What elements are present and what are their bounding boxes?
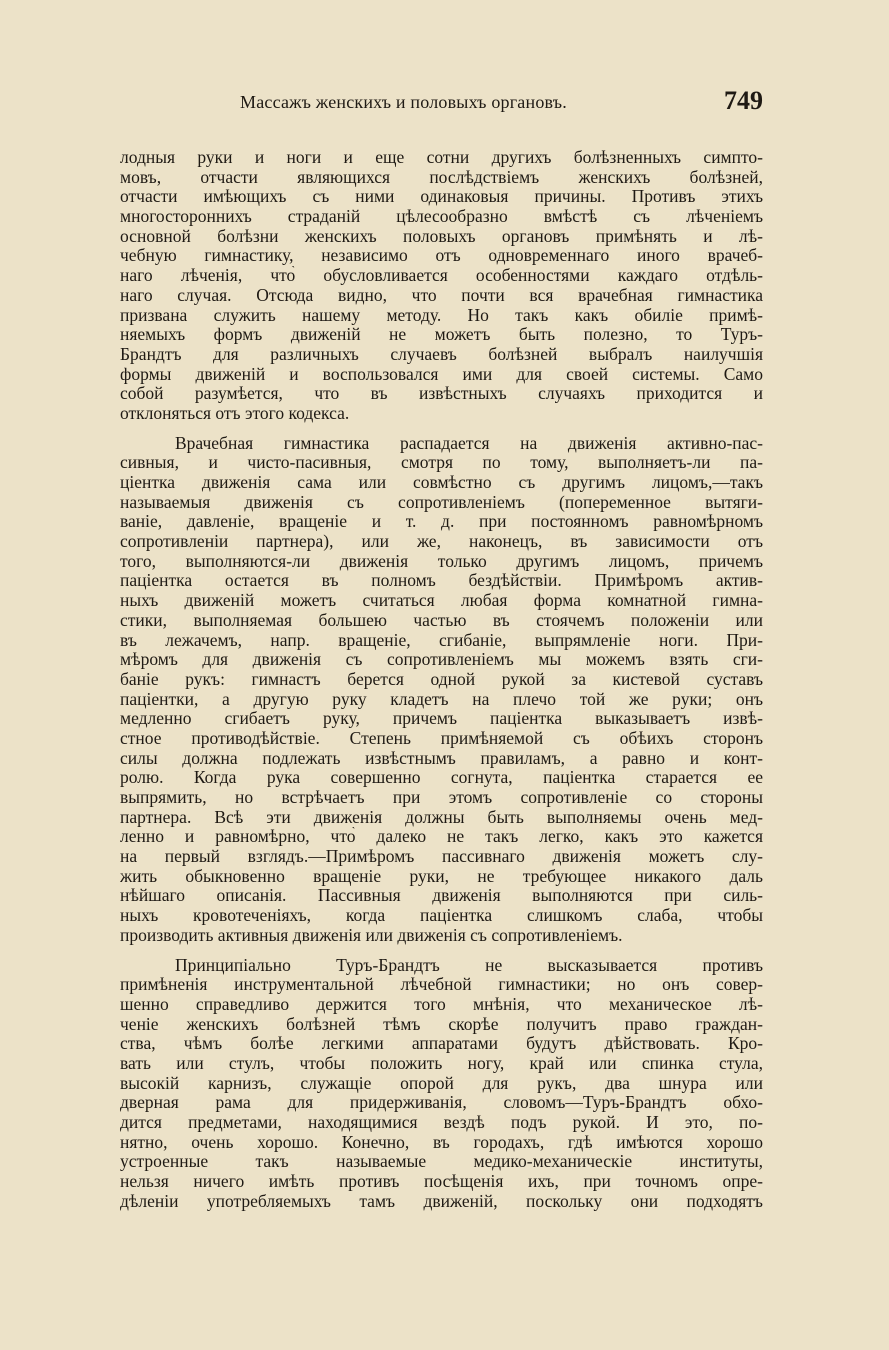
text-line: паціентка остается въ полномъ бездѣйствіи. Примѣромъ актив-: [120, 571, 763, 591]
text-line: шенно справедливо держится того мнѣнія, что механическое лѣ-: [120, 994, 763, 1014]
text-line: многостороннихъ страданій цѣлесообразно вмѣстѣ съ лѣченіемъ: [120, 207, 763, 227]
text-line: собой разумѣется, что въ извѣстныхъ случаяхъ приходится и: [120, 384, 763, 404]
page-number: 749: [724, 86, 763, 115]
text-line: устроенные такъ называемые медико-механическіе институты,: [120, 1152, 763, 1172]
text-line: ныхъ кровотеченіяхъ, когда паціентка слишкомъ слаба, чтобы: [120, 906, 763, 926]
text-line: дверная рама для придерживанія, словомъ—Туръ-Брандтъ обхо-: [120, 1093, 763, 1113]
text-line: стики, выполняемая большею частью въ стоячемъ положеніи или: [120, 610, 763, 630]
text-line: Брандтъ для различныхъ случаевъ болѣзней выбралъ наилучшія: [120, 344, 763, 364]
text-line: дѣленіи употребляемыхъ тамъ движеній, поскольку они подходятъ: [120, 1191, 763, 1211]
text-line: лодныя руки и ноги и еще сотни другихъ болѣзненныхъ симпто-: [120, 148, 763, 167]
text-line: Врачебная гимнастика распадается на движенія активно-пас-: [175, 433, 763, 453]
text-line: на первый взглядъ.—Примѣромъ пассивнаго движенія можетъ слу-: [120, 847, 763, 867]
text-line: основной болѣзни женскихъ половыхъ органовъ примѣнять и лѣ-: [120, 226, 763, 246]
text-line: ства, чѣмъ болѣе легкими аппаратами будутъ дѣйствовать. Кро-: [120, 1034, 763, 1054]
text-line: ченіе женскихъ болѣзней тѣмъ скорѣе получитъ право граждан-: [120, 1014, 763, 1034]
text-line: ленно и равномѣрно, что̀ далеко не такъ легко, какъ это кажется: [120, 827, 763, 847]
text-line: Принципіально Туръ-Брандтъ не высказывается противъ: [175, 955, 763, 975]
text-line: ныхъ движеній можетъ считаться любая форма комнатной гимна-: [120, 591, 763, 611]
paragraph-gap: [120, 424, 763, 434]
running-header: [120, 86, 763, 126]
text-line: призвана служить нашему методу. Но такъ какъ обиліе примѣ-: [120, 305, 763, 325]
text-line: стное противодѣйствіе. Степень примѣняемой съ обѣихъ сторонъ: [120, 728, 763, 748]
text-line: жить обыкновенно вращеніе руки, не требующее никакого даль: [120, 866, 763, 886]
text-line: формы движеній и воспользовался ими для своей системы. Само: [120, 364, 763, 384]
text-line: выпрямить, но встрѣчаетъ при этомъ сопротивленіе со стороны: [120, 788, 763, 807]
text-line: называемыя движенія съ сопротивленіемъ (попеременное вытяги-: [120, 492, 763, 512]
text-line: няемыхъ формъ движеній не можетъ быть полезно, то Туръ-: [120, 325, 763, 345]
text-line: ціентка движенія сама или совмѣстно съ другимъ лицомъ,—такъ: [120, 473, 763, 492]
text-line: мовъ, отчасти являющихся послѣдствіемъ женскихъ болѣзней,: [120, 167, 763, 187]
text-line: мѣромъ для движенія съ сопротивленіемъ мы можемъ взять сги-: [120, 650, 763, 670]
text-line: дится предметами, находящимися вездѣ подъ рукой. И это, по-: [120, 1113, 763, 1132]
text-line: въ лежачемъ, напр. вращеніе, сгибаніе, выпрямленіе ноги. При-: [120, 630, 763, 650]
paragraph: [120, 956, 763, 1212]
text-line: чебную гимнастику, независимо отъ одновременнаго иного врачеб-: [120, 246, 763, 266]
text-line: нельзя ничего имѣть противъ посѣщенія ихъ, при точномъ опре-: [120, 1172, 763, 1192]
text-line: наго случая. Отсюда видно, что почти вся врачебная гимнастика: [120, 285, 763, 305]
text-line: отчасти имѣющихъ съ ними одинаковыя причины. Противъ этихъ: [120, 187, 763, 207]
paragraph-gap: [120, 946, 763, 956]
text-line: вать или стулъ, чтобы положить ногу, край или спинка стула,: [120, 1053, 763, 1073]
text-line: баніе рукъ: гимнастъ берется одной рукой за кистевой суставъ: [120, 669, 763, 689]
text-line: производить активныя движенія или движенія съ сопротивленіемъ.: [120, 925, 623, 945]
text-line: паціентки, а другую руку кладетъ на плечо той же руки; онъ: [120, 689, 763, 709]
paragraph: [120, 434, 763, 946]
text-line: наго лѣченія, что̀ обусловливается особенностями каждаго отдѣль-: [120, 266, 763, 286]
text-line: высокій карнизъ, служащіе опорой для рукъ, два шнура или: [120, 1073, 763, 1093]
text-line: нятно, очень хорошо. Конечно, въ городахъ, гдѣ имѣются хорошо: [120, 1132, 763, 1152]
text-line: нѣйшаго описанія. Пассивныя движенія выполняются при силь-: [120, 886, 763, 906]
text-line: ваніе, давленіе, вращеніе и т. д. при постоянномъ равномѣрномъ: [120, 512, 763, 532]
paragraph: [120, 148, 763, 424]
text-line: партнера. Всѣ эти движенія должны быть выполняемы очень мед-: [120, 807, 763, 827]
header-title: Массажъ женскихъ и половыхъ органовъ.: [240, 92, 567, 112]
text-line: сопротивленіи партнера), или же, наконецъ, въ зависимости отъ: [120, 532, 763, 552]
text-line: силы должна подлежать извѣстнымъ правиламъ, а равно и конт-: [120, 748, 763, 768]
text-line: того, выполняются-ли движенія только другимъ лицомъ, причемъ: [120, 551, 763, 571]
text-line: примѣненія инструментальной лѣчебной гимнастики; но онъ совер-: [120, 975, 763, 995]
text-line: сивныя, и чисто-пасивныя, смотря по тому, выполняетъ-ли па-: [120, 453, 763, 473]
body-text: [120, 148, 763, 1211]
text-line: ролю. Когда рука совершенно согнута, паціентка старается ее: [120, 768, 763, 788]
text-line: медленно сгибаетъ руку, причемъ паціентка выказываетъ извѣ-: [120, 709, 763, 729]
text-line: отклоняться отъ этого кодекса.: [120, 403, 350, 423]
